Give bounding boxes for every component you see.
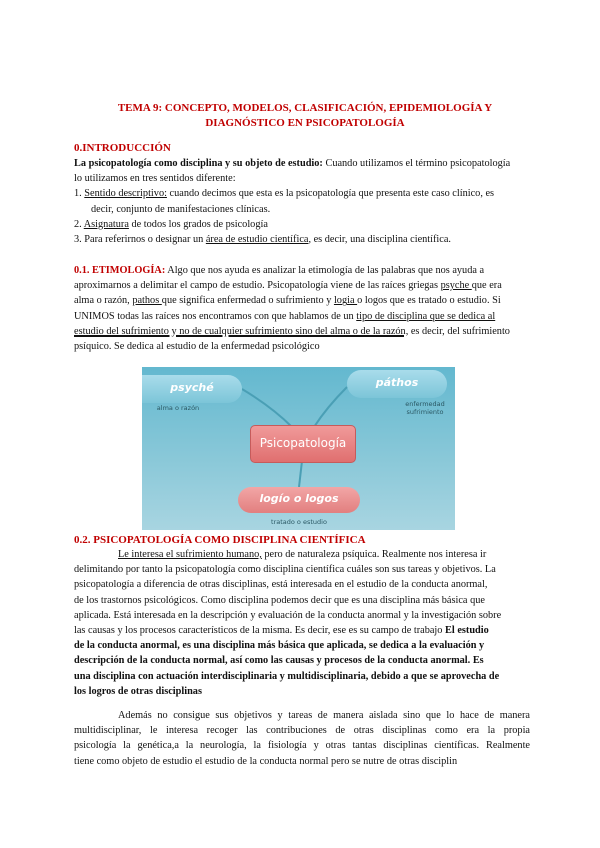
document-title: TEMA 9: CONCEPTO, MODELOS, CLASIFICACIÓN, EPIDEMIOLOGÍA Y DIAGNÓSTICO EN PSICOPATOLOGÍA [117, 102, 493, 129]
etymology-diagram [142, 367, 455, 530]
node-psicopatologia: Psicopatología [250, 425, 356, 463]
etimologia-paragraph: 0.1. ETIMOLOGÍA: Algo que nos ayuda es analizar la etimología de las palabras que nos ayuda a aproximarnos a delimitar el campo de estudio. Psicopatología viene de las raíces griegas psyche que era alma o razón, pathos que significa enfermedad o sufrimiento y logia o logos que es tratado o estudio. Si UNIMOS todas las raíces nos encontramos con que hablamos de un tipo de disciplina que se dedica al estudio del sufrimiento y no de cualquier sufrimiento sino del alma o de la razón, es decir, del sufrimiento psíquico. Se dedica al estudio de la enfermedad psicológico [74, 265, 510, 353]
node-logio: logío o logos [238, 487, 360, 513]
pathos-meaning: enfermedad sufrimiento [405, 400, 445, 416]
logio-meaning: tratado o estudio [271, 518, 327, 526]
intro-paragraph: La psicopatología como disciplina y su objeto de estudio: Cuando utilizamos el término psicopatología lo utilizamos en tres sentidos diferente: 1. Sentido descriptivo: cuando decimos que esta es la psicopatología que presenta este caso clínico, es decir, conjunto de manifestaciones clínicas. 2. Asignatura de todos los grados de psicología 3. Para referirnos o designar un área de estudio científica, es decir, una disciplina científica. [74, 156, 530, 247]
node-pathos: páthos [347, 370, 447, 398]
heading-introduccion: 0.INTRODUCCIÓN [74, 142, 171, 154]
psyche-meaning: alma o razón [156, 404, 200, 412]
disciplina-paragraph: Le interesa el sufrimiento humano, pero de naturaleza psíquica. Realmente nos interesa ir delimitando por tanto la psicopatología como disciplina científica cuáles son sus tareas y objetivos. La psicopatología a diferencia de otras disciplinas, está interesada en el estudio de la conducta anormal, de los trastornos psicológicos. Como disciplina podemos decir que es una disciplina más básica que aplicada. Está interesada en la descripción y evaluación de la conducta anormal y la investigación sobre las causas y los procesos característicos de la misma. Es decir, ese es su campo de trabajo El estudio de la conducta anormal, es una disciplina más básica que aplicada, se dedica a la evaluación y descripción de la conducta normal, así como las causas y procesos de la conducta anormal. Es una disciplina con actuación interdisciplinaria y multidisciplinaria, debido a que se aprovecha de los logros de otras disciplinas [74, 549, 502, 697]
node-psyche: psyché [142, 375, 242, 403]
additional-paragraph: Además no consigue sus objetivos y tareas de manera aislada sino que lo hace de manera multidisciplinar, le interesa recoger las contribuciones de otras disciplinas como era la propia psicología la genética,a la neurología, la fisiología y otras tantas disciplinas científicas. Realmente tiene como objeto de estudio el estudio de la conducta normal pero se nutre de otras disciplin [74, 710, 530, 767]
list-item: 3. Para referirnos o designar un área de estudio científica, es decir, una disciplina científica. [74, 234, 452, 246]
heading-etimologia: 0.1. ETIMOLOGÍA: [74, 265, 166, 276]
heading-disciplina: 0.2. PSICOPATOLOGÍA COMO DISCIPLINA CIENTÍFICA [74, 534, 366, 546]
list-item: 2. Asignatura de todos los grados de psicología [74, 218, 268, 230]
list-item: 1. Sentido descriptivo: cuando decimos que esta es la psicopatología que presenta este caso clínico, es [74, 188, 495, 200]
